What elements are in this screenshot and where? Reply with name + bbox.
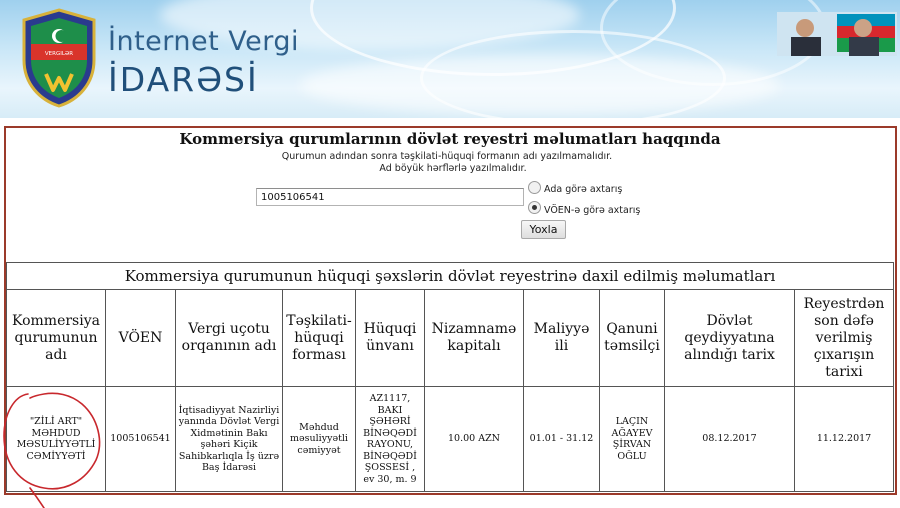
table-caption: Kommersiya qurumunun hüquqi şəxslərin dövlət reyestrinə daxil edilmiş məlumatları [7,263,894,290]
col-header-charter-capital: Nizamnamə kapitalı [425,290,524,387]
site-title-line1: İnternet Vergi [108,26,300,57]
svg-text:VERGILƏR: VERGILƏR [44,51,74,57]
col-header-legal-form: Təşkilati-hüquqi forması [283,290,356,387]
check-button[interactable]: Yoxla [521,220,566,239]
instruction-note: Qurumun adından sonra təşkilati-hüquqi formanın adı yazılmamalıdır. [281,151,613,162]
search-by-name-radio[interactable] [528,181,541,194]
instruction-note-uppercase: Ad böyük hərflərlə yazılmalıdır. [379,163,527,174]
page-title: Kommersiya qurumlarının dövlət reyestri məlumatları haqqında [179,130,721,148]
col-header-legal-address: Hüquqi ünvanı [356,290,425,387]
company-name-cell: "ZİLİ ART" MƏHDUD MƏSULİYYƏTLİ CƏMİYYƏTİ [7,387,106,492]
site-title-line2: İDARƏSİ [108,60,259,99]
registry-results-table [6,262,894,492]
search-by-name-label[interactable]: Ada görə axtarış [544,184,623,195]
col-header-legal-representative: Qanuni təmsilçi [600,290,665,387]
table-row [7,387,894,492]
ministry-emblem-icon[interactable] [20,8,98,108]
last-extract-date-cell: 11.12.2017 [795,387,894,492]
legal-address-cell: AZ1117, BAKI ŞƏHƏRİ BİNƏQƏDİ RAYONU, BİNƏQƏDİ ŞOSSESİ , ev 30, m. 9 [356,387,425,492]
search-input[interactable] [256,188,524,206]
col-header-company-name: Kommersiya qurumunun adı [7,290,106,387]
voen-cell: 1005106541 [106,387,176,492]
site-header-banner [0,0,900,118]
search-by-voen-radio[interactable] [528,201,541,214]
registration-date-cell: 08.12.2017 [665,387,795,492]
col-header-tax-office: Vergi uçotu orqanının adı [176,290,283,387]
charter-capital-cell: 10.00 AZN [425,387,524,492]
col-header-registration-date: Dövlət qeydiyyatına alındığı tarix [665,290,795,387]
search-by-voen-label[interactable]: VÖEN-ə görə axtarış [544,205,641,216]
col-header-voen: VÖEN [106,290,176,387]
col-header-last-extract-date: Reyestrdən son dəfə verilmiş çıxarışın tarixi [795,290,894,387]
col-header-fiscal-year: Maliyyə ili [524,290,600,387]
legal-form-cell: Məhdud məsuliyyətli cəmiyyət [283,387,356,492]
legal-representative-cell: LAÇIN AĞAYEV ŞİRVAN OĞLU [600,387,665,492]
officials-flags-photo [777,12,897,56]
tax-office-cell: İqtisadiyyat Nazirliyi yanında Dövlət Vergi Xidmətinin Bakı şəhəri Kiçik Sahibkarlıqla İş üzrə Baş İdarəsi [176,387,283,492]
fiscal-year-cell: 01.01 - 31.12 [524,387,600,492]
